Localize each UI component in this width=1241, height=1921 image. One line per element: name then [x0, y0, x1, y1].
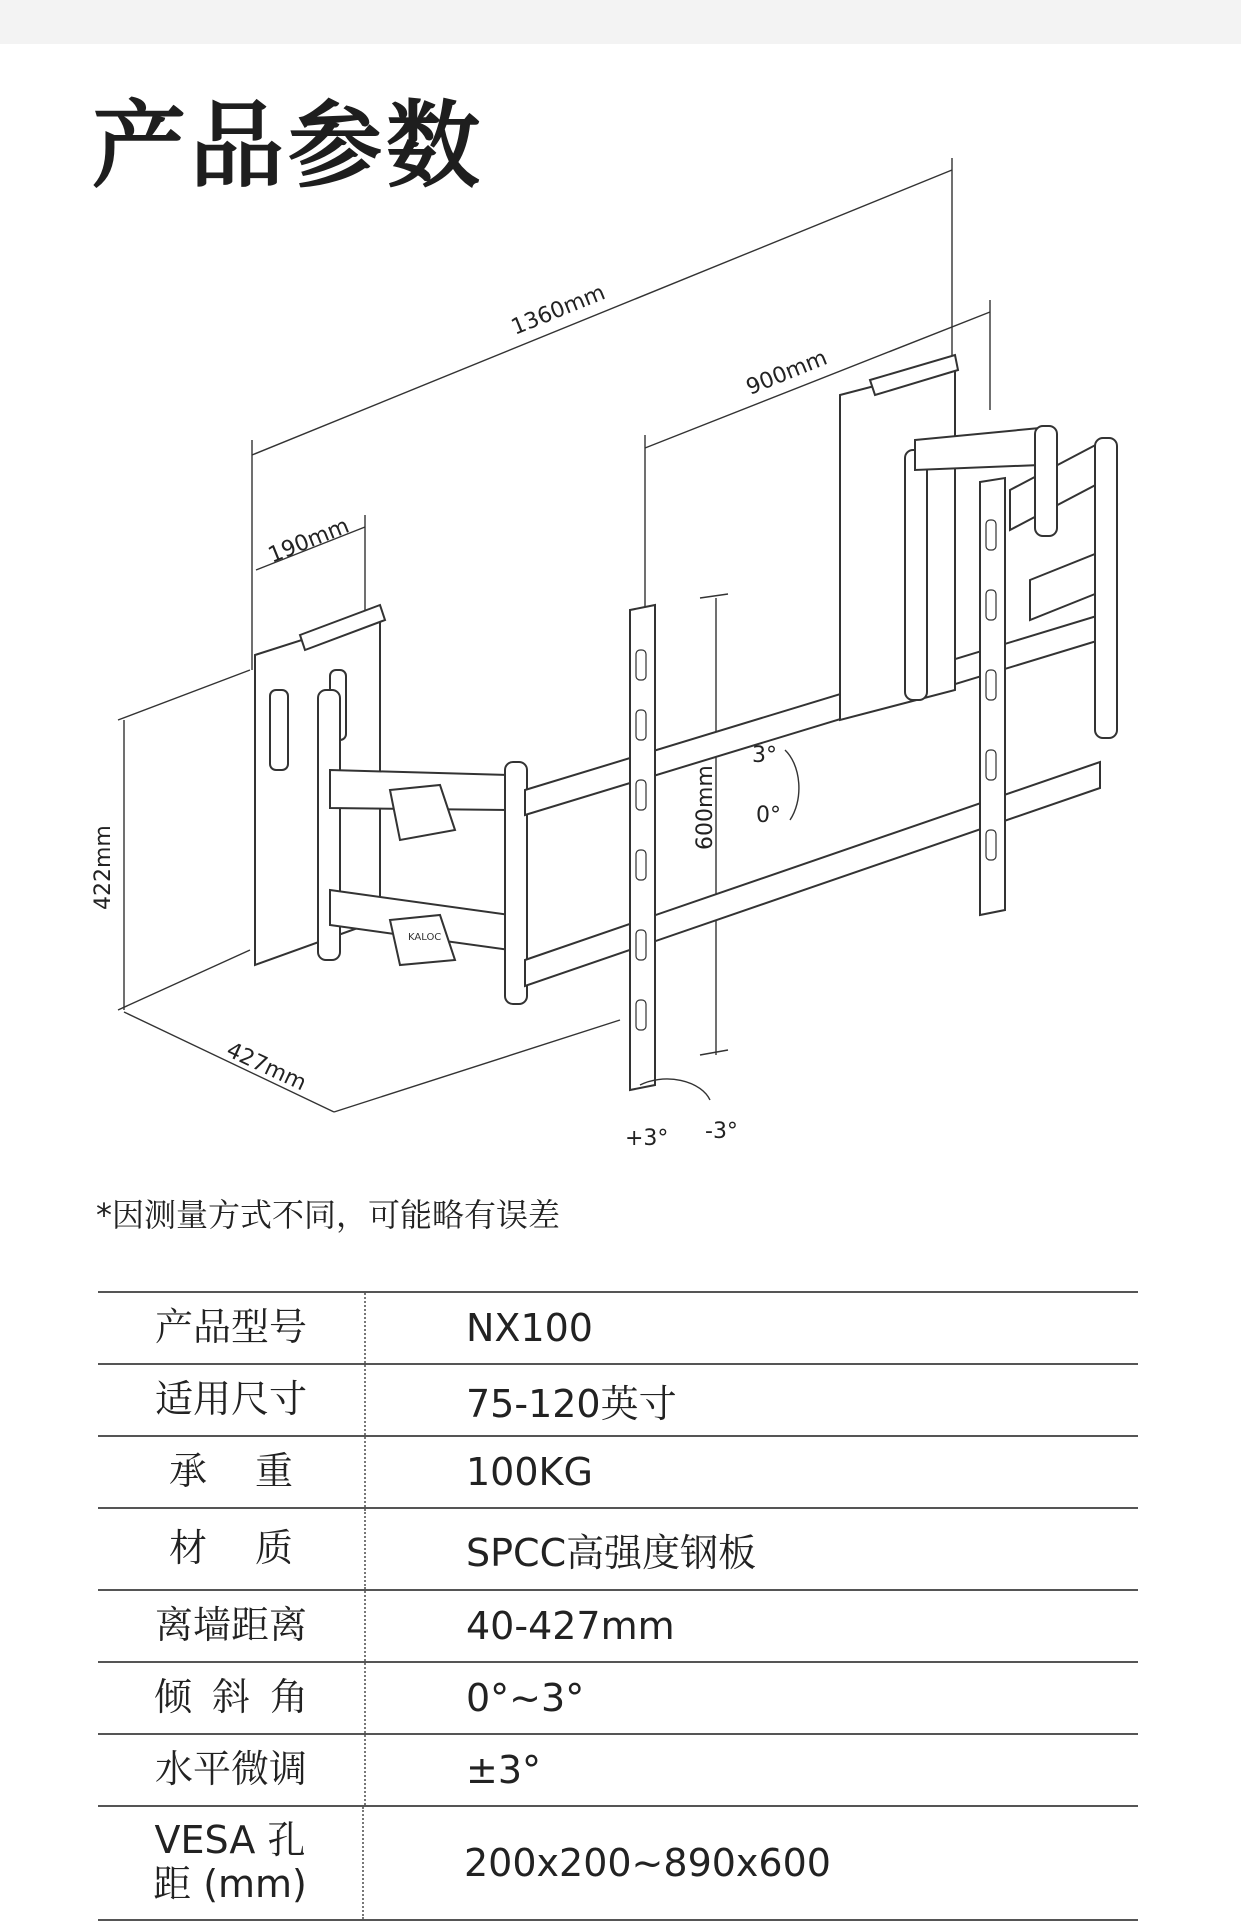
tilt-angle-zero: 0° — [756, 803, 781, 828]
spec-label: 倾斜角 — [153, 1675, 328, 1720]
spec-label: 离墙距离 — [98, 1591, 366, 1661]
dim-total-width: 1360mm — [507, 280, 609, 341]
dim-rail-height: 600mm — [693, 765, 718, 850]
spec-row-size — [98, 1363, 1138, 1435]
spec-label: 承重 — [168, 1449, 341, 1494]
spec-value: 75-120英寸 — [466, 1381, 677, 1426]
measurement-note: *因测量方式不同，可能略有误差 — [96, 1196, 561, 1234]
spec-label: 产品型号 — [98, 1293, 366, 1363]
spec-value: 200x200~890x600 — [464, 1841, 831, 1885]
spec-value: ±3° — [466, 1748, 542, 1792]
spec-row-tilt — [98, 1661, 1138, 1733]
dim-extension: 427mm — [222, 1037, 310, 1097]
spec-value: 100KG — [466, 1450, 593, 1494]
spec-value: 0°~3° — [466, 1676, 585, 1720]
page-title: 产品参数 — [92, 92, 485, 201]
product-dimension-diagram — [0, 150, 1241, 1170]
spec-label: VESA 孔距 (mm) — [98, 1807, 364, 1919]
top-bar — [0, 0, 1241, 44]
spec-row-leveling — [98, 1733, 1138, 1805]
spec-row-wall-distance — [98, 1589, 1138, 1661]
dim-plate-spacing: 900mm — [742, 345, 831, 401]
spec-label: 适用尺寸 — [98, 1365, 366, 1435]
spec-value: SPCC高强度钢板 — [466, 1530, 757, 1575]
swivel-angle-plus: +3° — [625, 1126, 669, 1151]
spec-row-model — [98, 1291, 1138, 1363]
spec-value: NX100 — [466, 1306, 593, 1350]
spec-row-vesa — [98, 1805, 1138, 1921]
swivel-angle-minus: -3° — [705, 1119, 738, 1144]
spec-table — [98, 1291, 1138, 1921]
brand-tag: KALOC — [408, 932, 442, 943]
spec-label: 材质 — [168, 1526, 341, 1571]
spec-row-material — [98, 1507, 1138, 1589]
spec-row-load — [98, 1435, 1138, 1507]
spec-label: 水平微调 — [98, 1735, 366, 1805]
tilt-angle-top: 3° — [752, 743, 777, 768]
spec-value: 40-427mm — [466, 1604, 675, 1648]
dim-plate-width: 190mm — [264, 513, 353, 569]
dim-plate-height: 422mm — [91, 825, 116, 910]
